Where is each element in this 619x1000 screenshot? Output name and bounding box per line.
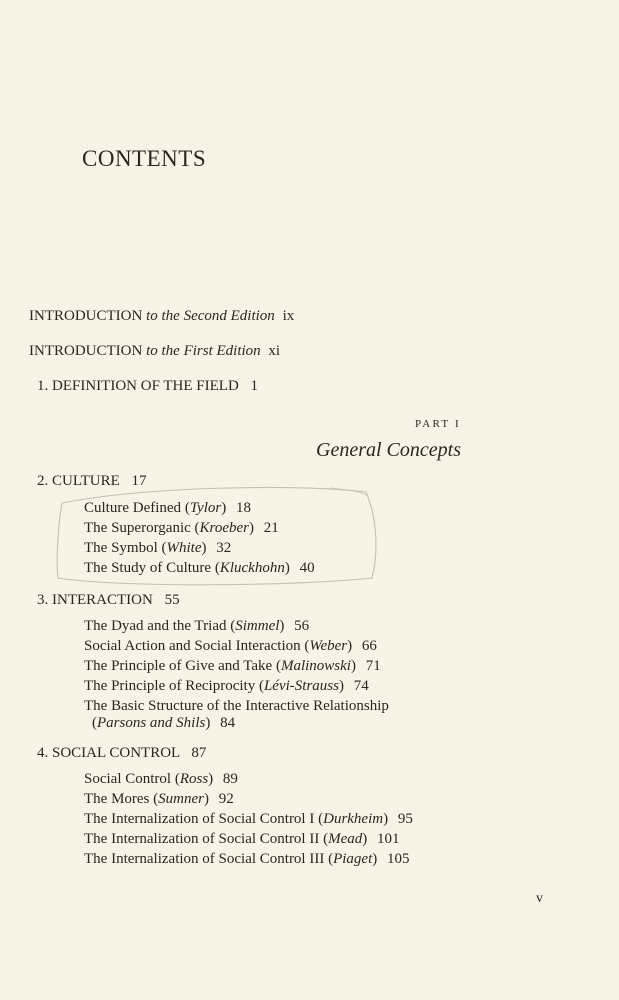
entry-edition: to the First Edition (146, 343, 261, 359)
entry-title: The Internalization of Social Control II (84, 831, 320, 847)
entry-title: The Basic Structure of the Interactive Relationship (84, 698, 389, 714)
entry-page: 66 (361, 638, 377, 654)
entry-author: Ross (179, 771, 209, 787)
toc-entry: The Internalization of Social Control I (Durkheim) 95 (84, 811, 413, 827)
toc-entry-intro-first (29, 342, 280, 360)
entry-title: Culture Defined (84, 500, 182, 516)
entry-page: 18 (235, 500, 251, 516)
toc-entry: The Internalization of Social Control III (Piaget) 105 (84, 851, 410, 867)
chapter-page: 17 (131, 473, 147, 489)
toc-chapter-4 (37, 744, 206, 762)
entry-title: The Principle of Reciprocity (84, 678, 256, 694)
entry-page: 21 (263, 520, 279, 536)
toc-entry: Social Action and Social Interaction (Weber) 66 (84, 638, 377, 654)
toc-chapter-3 (37, 591, 180, 609)
chapter-page: 1 (250, 378, 259, 394)
toc-chapter-1 (37, 377, 258, 395)
part-title: General Concepts (316, 439, 461, 461)
entry-author: Kroeber (199, 520, 249, 536)
entry-author: White (166, 540, 202, 556)
entry-page: ix (282, 308, 295, 324)
chapter-title: 3. INTERACTION (37, 592, 153, 608)
entry-author: Piaget (333, 851, 373, 867)
entry-page: 105 (387, 851, 410, 867)
toc-entry-continuation: (Parsons and Shils) 84 (92, 715, 236, 731)
entry-author: Mead (328, 831, 363, 847)
entry-title: The Superorganic (84, 520, 191, 536)
entry-author: Sumner (158, 791, 204, 807)
toc-entry-intro-second (29, 307, 294, 325)
toc-entry: The Superorganic (Kroeber) 21 (84, 520, 279, 536)
entry-page: 56 (294, 618, 310, 634)
entry-title: Social Action and Social Interaction (84, 638, 301, 654)
entry-page: xi (268, 343, 281, 359)
entry-page: 95 (397, 811, 413, 827)
entry-author: Parsons and Shils (97, 715, 206, 731)
toc-entry: The Internalization of Social Control II (Mead) 101 (84, 831, 400, 847)
entry-page: 32 (216, 540, 232, 556)
entry-title: The Symbol (84, 540, 158, 556)
entry-author: Simmel (235, 618, 280, 634)
entry-title: The Internalization of Social Control III (84, 851, 325, 867)
toc-entry: The Mores (Sumner) 92 (84, 791, 234, 807)
chapter-page: 87 (191, 745, 207, 761)
chapter-page: 55 (164, 592, 180, 608)
page-number: v (536, 891, 543, 906)
entry-author: Tylor (189, 500, 222, 516)
entry-title: The Dyad and the Triad (84, 618, 227, 634)
entry-author: Kluckhohn (219, 560, 285, 576)
entry-title: The Internalization of Social Control I (84, 811, 315, 827)
page-title: CONTENTS (82, 146, 207, 171)
toc-entry: The Principle of Give and Take (Malinowski) 71 (84, 658, 381, 674)
entry-page: 74 (353, 678, 369, 694)
entry-page: 84 (220, 715, 236, 731)
toc-entry: The Symbol (White) 32 (84, 540, 232, 556)
entry-title: INTRODUCTION (29, 308, 143, 324)
entry-page: 71 (365, 658, 381, 674)
entry-author: Weber (309, 638, 348, 654)
entry-page: 40 (299, 560, 315, 576)
entry-page: 92 (218, 791, 234, 807)
entry-page: 89 (222, 771, 238, 787)
toc-chapter-2 (37, 472, 147, 490)
toc-entry: Social Control (Ross) 89 (84, 771, 238, 787)
entry-title: The Principle of Give and Take (84, 658, 273, 674)
chapter-title: 1. DEFINITION OF THE FIELD (37, 378, 239, 394)
entry-edition: to the Second Edition (146, 308, 275, 324)
entry-author: Lévi-Strauss (263, 678, 339, 694)
part-label: PART I (415, 418, 461, 430)
entry-author: Durkheim (323, 811, 384, 827)
toc-entry: Culture Defined (Tylor) 18 (84, 500, 251, 516)
entry-page: 101 (377, 831, 400, 847)
entry-title: The Mores (84, 791, 150, 807)
entry-title: Social Control (84, 771, 172, 787)
toc-entry: The Study of Culture (Kluckhohn) 40 (84, 560, 315, 576)
toc-entry-multiline (84, 697, 389, 715)
entry-author: Malinowski (280, 658, 351, 674)
toc-entry: The Dyad and the Triad (Simmel) 56 (84, 618, 310, 634)
entry-title: INTRODUCTION (29, 343, 143, 359)
toc-entry: The Principle of Reciprocity (Lévi-Strauss) 74 (84, 678, 369, 694)
chapter-title: 2. CULTURE (37, 473, 120, 489)
entry-title: The Study of Culture (84, 560, 212, 576)
chapter-title: 4. SOCIAL CONTROL (37, 745, 180, 761)
